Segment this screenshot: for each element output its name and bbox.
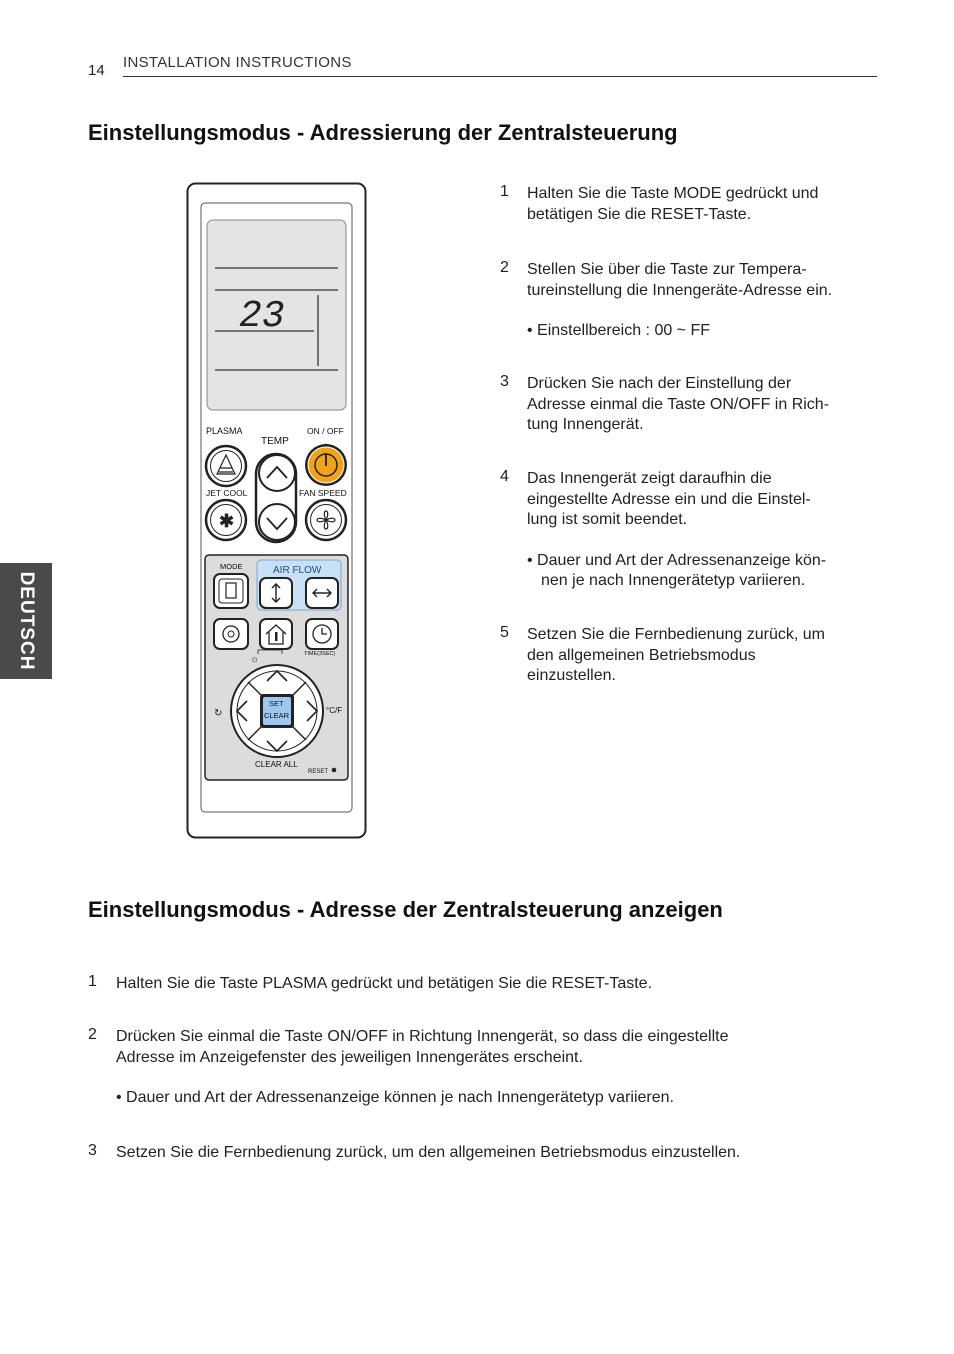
page-number: 14 bbox=[88, 62, 105, 79]
language-side-tab-label: DEUTSCH bbox=[16, 571, 37, 671]
step-text-line: Setzen Sie die Fernbedienung zurück, um bbox=[527, 626, 825, 643]
swing-icon: ↻ bbox=[214, 708, 223, 719]
step-text-line: Adresse im Anzeigefenster des jeweiligen Innengerätes erscheint. bbox=[116, 1048, 583, 1066]
temp-label: TEMP bbox=[261, 436, 289, 447]
header-rule bbox=[123, 76, 877, 77]
light-icon: ☼ bbox=[250, 654, 260, 665]
unit-label: °C/F bbox=[326, 706, 343, 715]
step-text-line: Stellen Sie über die Taste zur Tempera- bbox=[527, 261, 807, 278]
step-note: • Einstellbereich : 00 ~ FF bbox=[527, 322, 711, 339]
step-text-line: Halten Sie die Taste PLASMA gedrückt und betätigen Sie die RESET-Taste. bbox=[116, 975, 653, 992]
step-note: nen je nach Innengerätetyp variieren. bbox=[541, 572, 806, 589]
step-text-line: Drücken Sie einmal die Taste ON/OFF in Richtung Innengerät, so dass die eingestellte bbox=[116, 1028, 729, 1045]
step-number: 5 bbox=[500, 624, 509, 641]
reset-pinhole[interactable] bbox=[332, 768, 337, 773]
set-label: SET bbox=[269, 699, 284, 708]
step-note: • Dauer und Art der Adressenanzeige kön- bbox=[527, 551, 827, 569]
step-text-line: Drücken Sie nach der Einstellung der bbox=[527, 375, 792, 392]
step-text-line: eingestellte Adresse ein und die Einstel- bbox=[527, 490, 811, 508]
step-number: 2 bbox=[88, 1026, 97, 1043]
jet-cool-label: JET COOL bbox=[206, 488, 248, 498]
step-text-line: Halten Sie die Taste MODE gedrückt und bbox=[527, 185, 819, 202]
temp-up-button[interactable] bbox=[259, 455, 295, 491]
fan-speed-label: FAN SPEED bbox=[299, 488, 347, 498]
step-text-line: betätigen Sie die RESET-Taste. bbox=[527, 205, 752, 223]
step-text-line: einzustellen. bbox=[527, 667, 616, 684]
step-text-line: Setzen Sie die Fernbedienung zurück, um den allgemeinen Betriebsmodus einzustellen. bbox=[116, 1144, 741, 1161]
header-section-label: INSTALLATION INSTRUCTIONS bbox=[123, 54, 352, 71]
step-text-line: tung Innengerät. bbox=[527, 416, 644, 433]
step-text-line: Adresse einmal die Taste ON/OFF in Rich- bbox=[527, 395, 830, 413]
step-text-line: Das Innengerät zeigt daraufhin die bbox=[527, 470, 772, 487]
reset-label: RESET bbox=[308, 769, 329, 775]
clear-label: CLEAR bbox=[264, 711, 290, 720]
step-number: 1 bbox=[500, 183, 509, 200]
step-text-line: lung ist somit beendet. bbox=[527, 511, 688, 528]
mode-label: MODE bbox=[220, 562, 243, 571]
section2-title: Einstellungsmodus - Adresse der Zentralsteuerung anzeigen bbox=[88, 897, 723, 922]
remote-control-illustration bbox=[186, 182, 368, 840]
display-value: 23 bbox=[239, 295, 285, 338]
step-text-line: den allgemeinen Betriebsmodus bbox=[527, 646, 756, 664]
step-number: 3 bbox=[500, 373, 509, 390]
plasma-button[interactable] bbox=[206, 446, 246, 486]
step-number: 1 bbox=[88, 973, 97, 990]
clear-all-label: CLEAR ALL bbox=[255, 760, 298, 769]
step-number: 3 bbox=[88, 1142, 97, 1159]
on-off-label: ON / OFF bbox=[307, 426, 344, 436]
plasma-label: PLASMA bbox=[206, 426, 243, 436]
step-number: 4 bbox=[500, 468, 509, 485]
settings-button[interactable] bbox=[214, 619, 248, 649]
language-side-tab bbox=[0, 563, 52, 679]
step-text-line: tureinstellung die Innengeräte-Adresse ein. bbox=[527, 281, 833, 299]
section1-title: Einstellungsmodus - Adressierung der Zentralsteuerung bbox=[88, 120, 678, 145]
time-label: TIME(3SEC) bbox=[304, 651, 336, 657]
step-note: • Dauer und Art der Adressenanzeige können je nach Innengerätetyp variieren. bbox=[116, 1089, 674, 1106]
air-flow-label: AIR FLOW bbox=[273, 565, 322, 576]
temp-down-button[interactable] bbox=[259, 504, 295, 540]
step-number: 2 bbox=[500, 259, 509, 276]
snowflake-icon: ✱ bbox=[219, 511, 235, 531]
